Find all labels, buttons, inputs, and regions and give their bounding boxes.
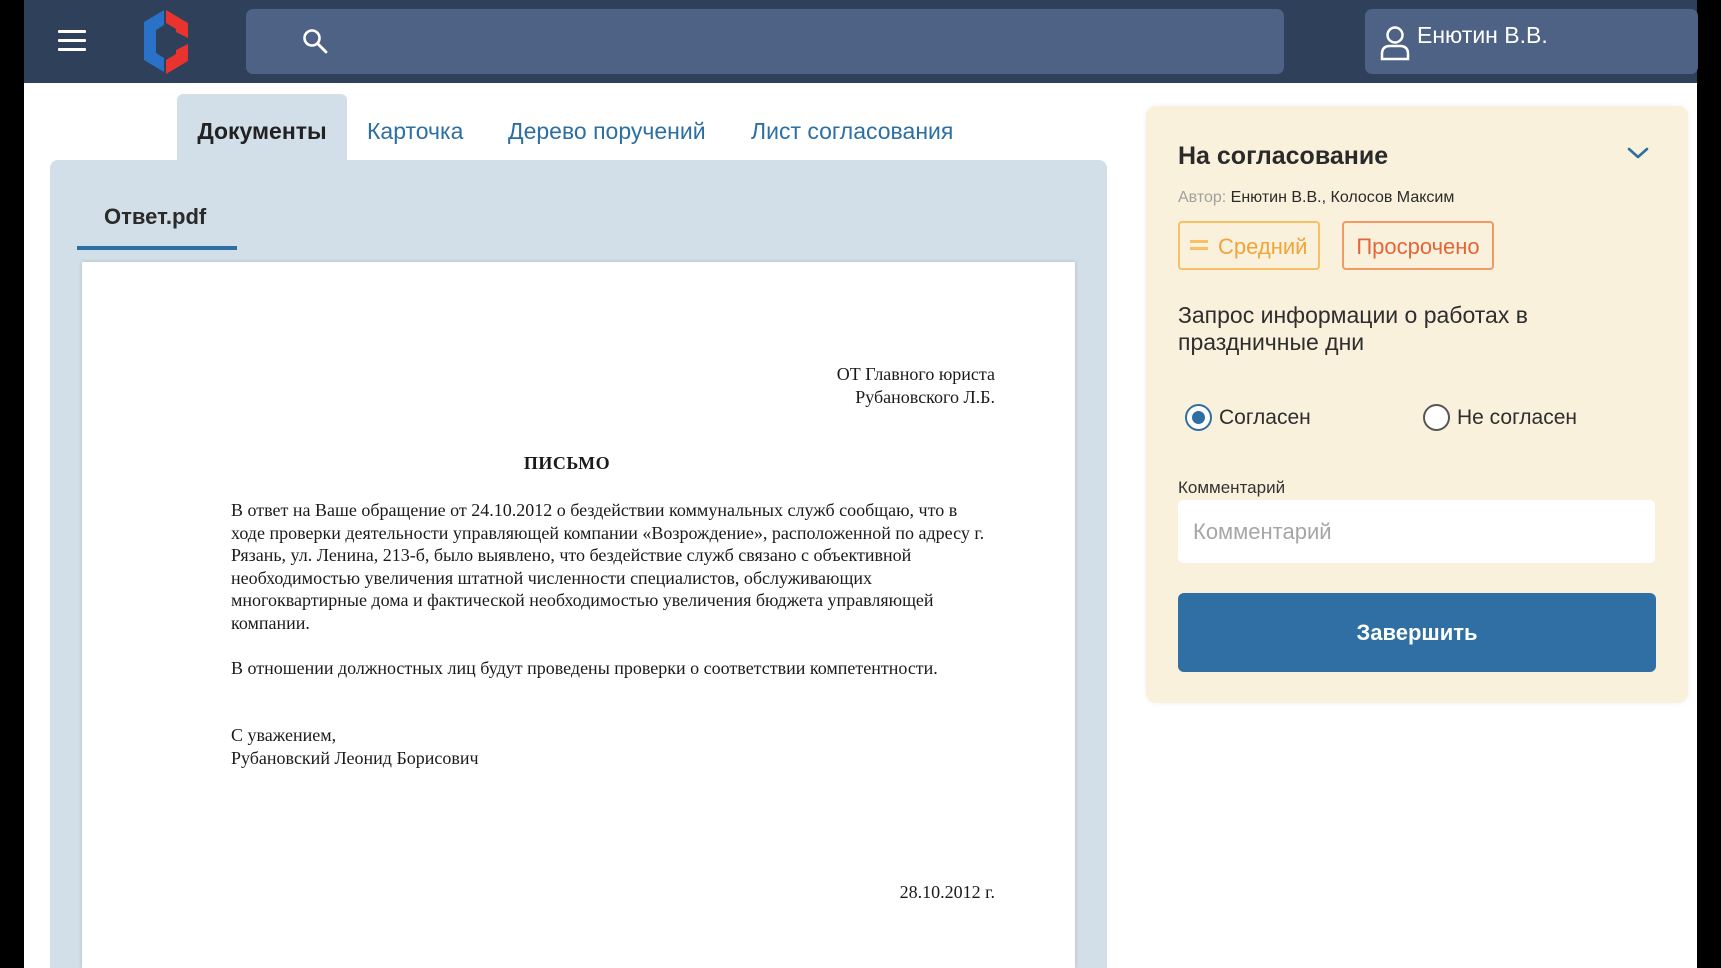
user-icon [1379, 25, 1411, 61]
document-paragraph: В отношении должностных лиц будут проведены проверки о соответствии компетентности. [231, 658, 938, 678]
radio-disagree-label[interactable]: Не согласен [1457, 406, 1578, 429]
status-badge: Просрочено [1342, 221, 1494, 270]
document-closing: С уважением, [231, 725, 337, 745]
comment-input[interactable] [1178, 500, 1655, 563]
sender-line: ОТ Главного юриста [836, 364, 995, 384]
tab-approval-sheet[interactable]: Лист согласования [751, 118, 954, 144]
document-title: ПИСЬМО [523, 453, 611, 473]
tab-assignment-tree[interactable]: Дерево поручений [508, 118, 706, 144]
logo-icon [136, 8, 196, 76]
radio-agree-label[interactable]: Согласен [1219, 406, 1311, 429]
document-sender [837, 363, 995, 409]
task-description: Запрос информации о работах в праздничные дни [1178, 302, 1528, 355]
task-title: На согласование [1178, 142, 1389, 170]
complete-button[interactable]: Завершить [1178, 593, 1656, 672]
radio-disagree-circle[interactable] [1423, 404, 1450, 431]
user-name: Енютин В.В. [1417, 22, 1548, 48]
tab-documents[interactable]: Документы [177, 94, 347, 160]
document-date: 28.10.2012 г. [899, 882, 995, 902]
user-menu[interactable] [1365, 9, 1698, 74]
priority-medium-icon [1190, 240, 1208, 251]
search-input[interactable] [340, 18, 1270, 64]
comment-label: Комментарий [1178, 478, 1286, 497]
left-frame-edge [0, 0, 24, 968]
chevron-down-icon[interactable] [1626, 145, 1650, 161]
file-tab-indicator [77, 246, 237, 250]
author-names: Енютин В.В., Колосов Максим [1230, 189, 1455, 206]
priority-label: Средний [1218, 234, 1308, 259]
radio-agree-circle[interactable] [1185, 404, 1212, 431]
sender-line: Рубановского Л.Б. [855, 387, 995, 407]
document-page [82, 262, 1075, 968]
tab-card[interactable]: Карточка [367, 118, 464, 144]
menu-icon[interactable] [58, 30, 86, 52]
priority-badge [1178, 221, 1320, 270]
right-frame-edge [1697, 0, 1721, 968]
search-icon[interactable] [302, 28, 328, 54]
file-tab[interactable]: Ответ.pdf [104, 204, 207, 229]
task-author [1178, 189, 1454, 207]
document-signature: Рубановский Леонид Борисович [231, 748, 479, 768]
document-paragraph: В ответ на Ваше обращение от 24.10.2012 о бездействии коммунальных служб сообщаю, что в ходе проверки деятельности управляющей компании «Возрождение», расположенной по адресу г. Рязань, ул. Ленина, 213-б, было выявлено, что бездействие служб связано с объективной необходимостью увеличения штатной численности специалистов, обслуживающих многоквартирные дома и фактической необходимостью увеличения бюджета управляющей компании. [231, 500, 985, 633]
author-label: Автор: [1178, 189, 1227, 206]
